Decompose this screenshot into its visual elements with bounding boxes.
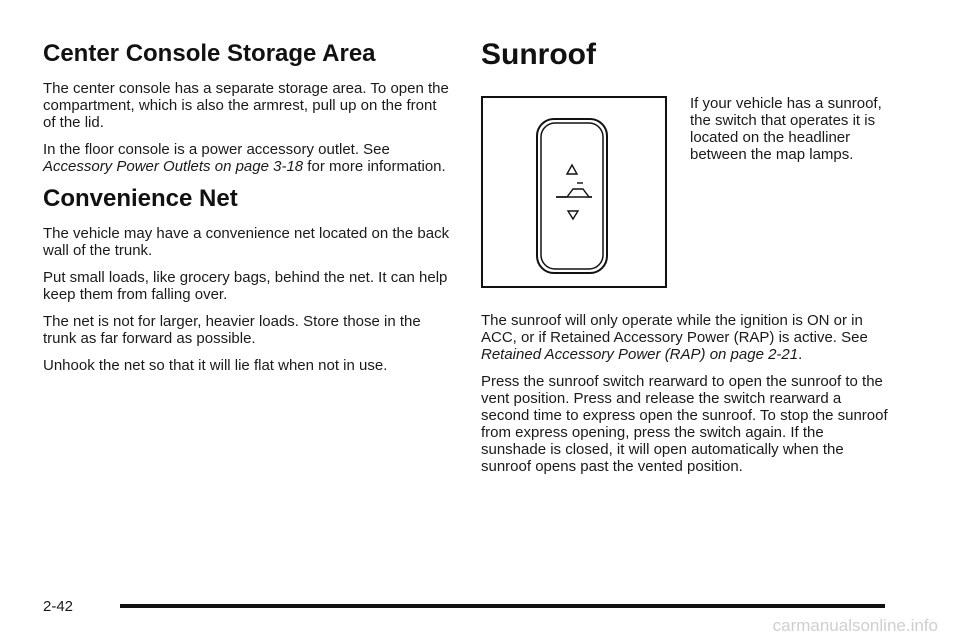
paragraph-text: for more information. [303, 158, 446, 175]
figure-caption [690, 95, 890, 173]
paragraph-text: In the floor console is a power accessory outlet. See [43, 141, 390, 158]
heading-convenience-net: Convenience Net [43, 185, 238, 212]
paragraph: The net is not for larger, heavier loads. Store those in the trunk as far forward as possible. [43, 313, 421, 347]
paragraph: Unhook the net so that it will lie flat when not in use. [43, 357, 388, 374]
sunroof-body [481, 312, 891, 485]
paragraph [43, 141, 453, 175]
car-sunroof-icon [556, 183, 592, 197]
sunroof-switch-icon [483, 98, 665, 286]
watermark-logo: carmanualsonline.info [772, 616, 938, 635]
paragraph: The vehicle may have a convenience net located on the back wall of the trunk. [43, 225, 450, 259]
paragraph: If your vehicle has a sunroof, the switch that operates it is located on the headliner between the map lamps. [690, 95, 882, 163]
paragraph: Put small loads, like grocery bags, behind the net. It can help keep them from falling over. [43, 269, 448, 303]
sunroof-switch-figure [481, 96, 667, 288]
triangle-down-icon [568, 211, 578, 219]
cross-reference-link[interactable]: Retained Accessory Power (RAP) on page 2-21 [481, 346, 799, 363]
cross-reference-link[interactable]: Accessory Power Outlets on page 3-18 [43, 158, 304, 175]
heading-center-console-storage: Center Console Storage Area [43, 40, 376, 67]
paragraph-text: The sunroof will only operate while the ignition is ON or in ACC, or if Retained Accessory Power (RAP) is active. See [481, 312, 868, 346]
paragraph: The center console has a separate storage area. To open the compartment, which is also the armrest, pull up on the front of the lid. [43, 80, 449, 131]
heading-sunroof: Sunroof [481, 38, 596, 71]
footer-rule [120, 604, 885, 608]
paragraph: Press the sunroof switch rearward to open the sunroof to the vent position. Press and release the switch rearward a second time to express open the sunroof. To stop the sunroof from express opening, press the switch again. If the sunshade is closed, it will open automatically when the sunroof opens past the vented position. [481, 373, 888, 475]
triangle-up-icon [567, 165, 577, 174]
paragraph-text: . [798, 346, 803, 363]
page-number: 2-42 [43, 598, 74, 615]
right-column [481, 38, 891, 475]
left-column [43, 40, 453, 384]
paragraph [481, 312, 891, 363]
